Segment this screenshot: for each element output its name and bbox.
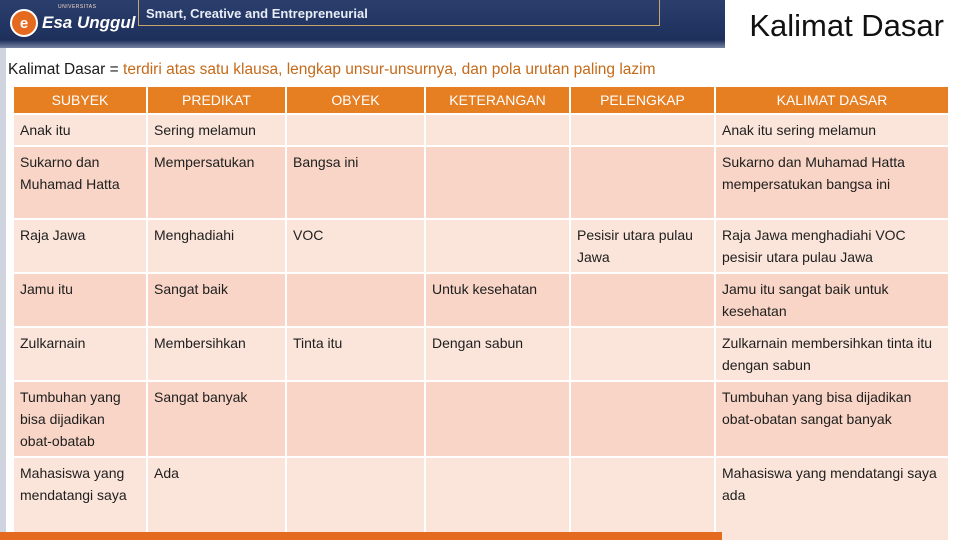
cell-pelengkap bbox=[571, 147, 714, 218]
header-kalimat-dasar: KALIMAT DASAR bbox=[716, 87, 948, 113]
cell-keterangan: Untuk kesehatan bbox=[426, 274, 569, 326]
header-predikat: PREDIKAT bbox=[148, 87, 285, 113]
definition-term: Kalimat Dasar = bbox=[8, 61, 124, 78]
cell-subyek: Zulkarnain bbox=[14, 328, 146, 380]
header-keterangan: KETERANGAN bbox=[426, 87, 569, 113]
cell-keterangan: Dengan sabun bbox=[426, 328, 569, 380]
slide-title: Kalimat Dasar bbox=[749, 8, 944, 43]
cell-predikat: Membersihkan bbox=[148, 328, 285, 380]
table-row bbox=[14, 220, 948, 272]
cell-subyek: Jamu itu bbox=[14, 274, 146, 326]
definition-line bbox=[8, 61, 656, 79]
cell-predikat: Ada bbox=[148, 458, 285, 540]
table-row bbox=[14, 382, 948, 456]
table-row bbox=[14, 328, 948, 380]
cell-kalimat-dasar: Anak itu sering melamun bbox=[716, 115, 948, 145]
cell-keterangan bbox=[426, 115, 569, 145]
cell-pelengkap bbox=[571, 274, 714, 326]
cell-predikat: Sangat baik bbox=[148, 274, 285, 326]
cell-subyek: Tumbuhan yang bisa dijadikan obat-obatab bbox=[14, 382, 146, 456]
kalimat-dasar-table bbox=[12, 85, 950, 540]
table-row bbox=[14, 115, 948, 145]
cell-predikat: Menghadiahi bbox=[148, 220, 285, 272]
top-banner bbox=[0, 0, 725, 48]
university-logo bbox=[10, 6, 136, 40]
table-row bbox=[14, 274, 948, 326]
cell-subyek: Raja Jawa bbox=[14, 220, 146, 272]
cell-subyek: Mahasiswa yang mendatangi saya bbox=[14, 458, 146, 540]
definition-description: terdiri atas satu klausa, lengkap unsur-unsurnya, dan pola urutan paling lazim bbox=[123, 61, 656, 78]
bottom-accent-bar bbox=[0, 532, 722, 540]
table-header-row bbox=[14, 87, 948, 113]
cell-subyek: Anak itu bbox=[14, 115, 146, 145]
cell-obyek bbox=[287, 458, 424, 540]
cell-kalimat-dasar: Mahasiswa yang mendatangi saya ada bbox=[716, 458, 948, 540]
cell-pelengkap bbox=[571, 115, 714, 145]
header-pelengkap: PELENGKAP bbox=[571, 87, 714, 113]
cell-predikat: Sering melamun bbox=[148, 115, 285, 145]
cell-predikat: Sangat banyak bbox=[148, 382, 285, 456]
cell-pelengkap bbox=[571, 458, 714, 540]
cell-pelengkap bbox=[571, 382, 714, 456]
logo-text: Esa Unggul bbox=[42, 13, 136, 32]
cell-predikat: Mempersatukan bbox=[148, 147, 285, 218]
cell-keterangan bbox=[426, 147, 569, 218]
cell-subyek: Sukarno dan Muhamad Hatta bbox=[14, 147, 146, 218]
logo-sup-text: UNIVERSITAS bbox=[58, 4, 97, 10]
tagline: Smart, Creative and Entrepreneurial bbox=[146, 6, 368, 21]
cell-obyek bbox=[287, 115, 424, 145]
cell-keterangan bbox=[426, 458, 569, 540]
cell-kalimat-dasar: Tumbuhan yang bisa dijadikan obat-obatan sangat banyak bbox=[716, 382, 948, 456]
cell-obyek bbox=[287, 274, 424, 326]
cell-keterangan bbox=[426, 220, 569, 272]
left-accent-bar bbox=[0, 48, 6, 540]
cell-obyek bbox=[287, 382, 424, 456]
header-subyek: SUBYEK bbox=[14, 87, 146, 113]
cell-obyek: VOC bbox=[287, 220, 424, 272]
cell-obyek: Bangsa ini bbox=[287, 147, 424, 218]
cell-keterangan bbox=[426, 382, 569, 456]
logo-emblem-icon: e bbox=[10, 9, 38, 37]
cell-pelengkap: Pesisir utara pulau Jawa bbox=[571, 220, 714, 272]
cell-obyek: Tinta itu bbox=[287, 328, 424, 380]
cell-kalimat-dasar: Zulkarnain membersihkan tinta itu dengan sabun bbox=[716, 328, 948, 380]
cell-kalimat-dasar: Jamu itu sangat baik untuk kesehatan bbox=[716, 274, 948, 326]
table-row bbox=[14, 147, 948, 218]
header-obyek: OBYEK bbox=[287, 87, 424, 113]
table-row bbox=[14, 458, 948, 540]
banner-glow bbox=[0, 40, 725, 48]
cell-kalimat-dasar: Sukarno dan Muhamad Hatta mempersatukan bangsa ini bbox=[716, 147, 948, 218]
cell-pelengkap bbox=[571, 328, 714, 380]
cell-kalimat-dasar: Raja Jawa menghadiahi VOC pesisir utara pulau Jawa bbox=[716, 220, 948, 272]
